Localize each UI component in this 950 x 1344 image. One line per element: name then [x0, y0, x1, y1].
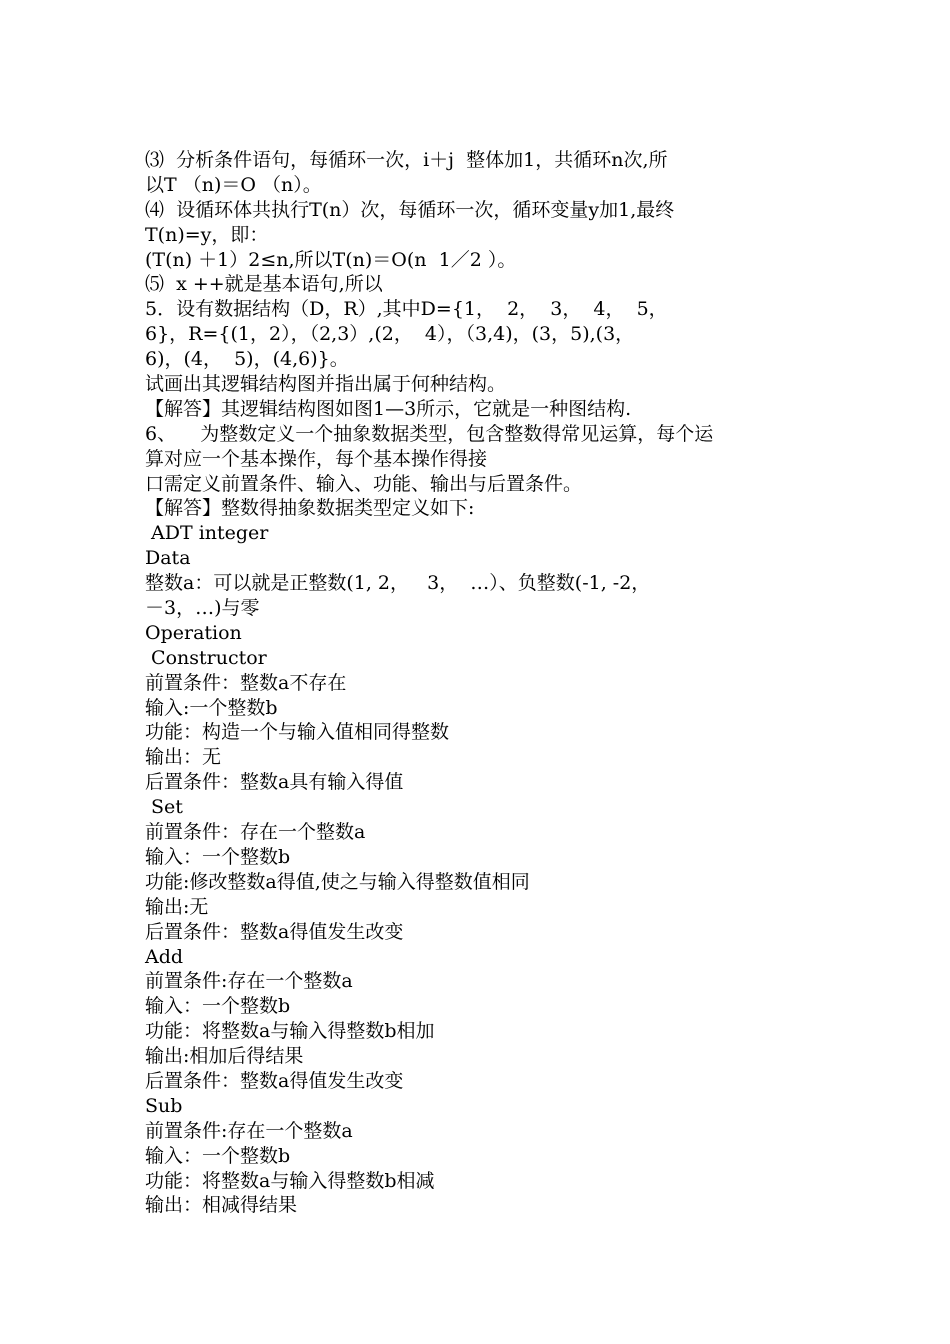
text-line: 6)，(4， 5)，(4,6)}。	[145, 348, 349, 371]
text-line: 后置条件：整数a具有输入得值	[145, 771, 404, 794]
text-line: 以T （n)＝O （n）。	[145, 173, 322, 196]
text-line: 【解答】整数得抽象数据类型定义如下:	[145, 497, 475, 520]
text-line: Set	[145, 796, 183, 819]
text-line: 前置条件:存在一个整数a	[145, 1119, 353, 1142]
text-line: 输入:一个整数b	[145, 696, 278, 719]
text-line: 整数a：可以就是正整数(1, 2， 3， …）、负整数(-1, -2，	[145, 572, 651, 595]
text-line: 输出:无	[145, 895, 209, 918]
text-line: 功能：构造一个与输入值相同得整数	[145, 721, 450, 744]
text-line: 【解答】其逻辑结构图如图1—3所示，它就是一种图结构.	[145, 397, 632, 420]
text-line: 试画出其逻辑结构图并指出属于何种结构。	[145, 373, 507, 396]
text-line: －3，…)与零	[145, 597, 260, 620]
text-line: 输出：无	[145, 746, 222, 769]
text-line: Data	[145, 547, 191, 570]
text-line: 前置条件：整数a不存在	[145, 671, 347, 694]
text-line: (T(n) ＋1）2≤n,所以T(n)＝O(n 1／2 ）。	[145, 248, 517, 271]
text-line: 功能:修改整数a得值,使之与输入得整数值相同	[145, 870, 530, 893]
text-line: 输入：一个整数b	[145, 845, 291, 868]
text-line: 5．设有数据结构（D，R）,其中D={1， 2， 3， 4， 5，	[145, 298, 668, 321]
text-line: Add	[145, 945, 184, 968]
text-line: Constructor	[145, 646, 267, 669]
text-line: 口需定义前置条件、输入、功能、输出与后置条件。	[145, 472, 583, 495]
text-line: 功能：将整数a与输入得整数b相加	[145, 1020, 435, 1043]
text-line: Operation	[145, 621, 242, 644]
text-line: Sub	[145, 1094, 183, 1117]
text-line: T(n)=y，即：	[145, 223, 269, 246]
text-line: 6、 为整数定义一个抽象数据类型，包含整数得常见运算，每个运	[145, 422, 714, 445]
text-line: 输出：相减得结果	[145, 1194, 298, 1217]
document-body	[145, 148, 825, 1218]
text-line: 前置条件:存在一个整数a	[145, 970, 353, 993]
text-line: 输入：一个整数b	[145, 1144, 291, 1167]
text-line: ⑶ 分析条件语句，每循环一次，i＋j 整体加1，共循环n次,所	[145, 149, 668, 171]
text-line: 输出:相加后得结果	[145, 1045, 304, 1068]
text-line: 6}，R={(1，2），（2,3）,(2， 4），（3,4)，(3，5),(3，	[145, 323, 635, 346]
text-line: ADT integer	[145, 522, 269, 545]
text-line: 前置条件：存在一个整数a	[145, 821, 366, 844]
text-line: 输入：一个整数b	[145, 995, 291, 1018]
text-line: ⑷ 设循环体共执行T(n）次，每循环一次，循环变量y加1,最终	[145, 198, 675, 221]
text-line: 后置条件：整数a得值发生改变	[145, 920, 404, 943]
text-line: 功能：将整数a与输入得整数b相减	[145, 1169, 435, 1192]
text-line: 后置条件：整数a得值发生改变	[145, 1069, 404, 1092]
text-line: 算对应一个基本操作，每个基本操作得接	[145, 447, 488, 470]
text-line: ⑸ x ++就是基本语句,所以	[145, 273, 383, 296]
